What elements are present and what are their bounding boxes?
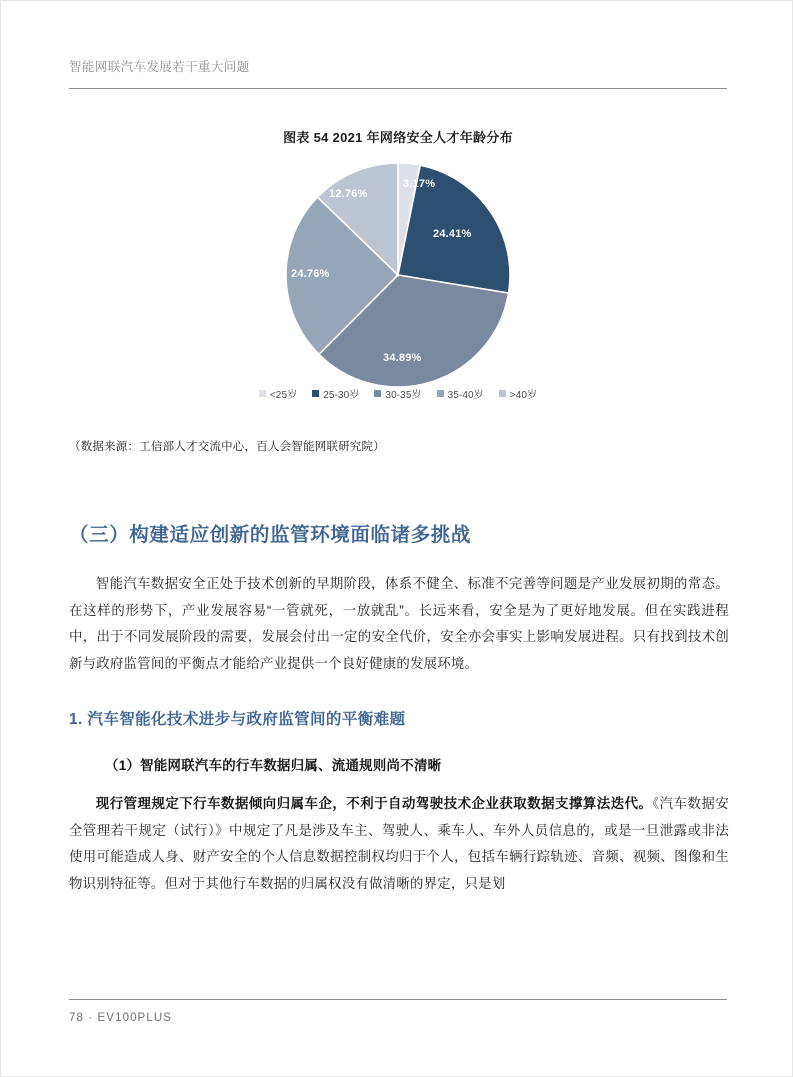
figure-block	[69, 127, 727, 454]
legend-item	[259, 386, 297, 401]
chart-legend	[69, 386, 727, 401]
legend-label: >40岁	[509, 389, 538, 401]
slice-label-3: 24.76%	[291, 267, 330, 280]
footer-text	[69, 1012, 727, 1024]
legend-item	[499, 386, 537, 401]
legend-label: 35-40岁	[447, 389, 484, 401]
subsection-heading-1: 1. 汽车智能化技术进步与政府监管间的平衡难题	[69, 711, 406, 729]
legend-item	[312, 386, 359, 401]
footer-separator: ·	[88, 1012, 94, 1024]
figure-source-note: （数据来源：工信部人才交流中心，百人会智能网联研究院）	[69, 440, 385, 453]
page-content	[69, 1, 729, 911]
pie-graphic	[285, 162, 511, 388]
slice-label-2: 34.89%	[383, 351, 422, 364]
paragraph-2-lead: 现行管理规定下行车数据倾向归属车企，不利于自动驾驶技术企业获取数据支撑算法迭代。	[95, 795, 653, 811]
section-paragraph-1: 智能汽车数据安全正处于技术创新的早期阶段，体系不健全、标准不完善等问题是产业发展初期的常态。在这样的形势下，产业发展容易“一管就死，一放就乱”。长远来看，安全是为了更好地发展。但在实践进程中，出于不同发展阶段的需要，发展会付出一定的安全代价，安全亦会事实上影响发展进程。只有找到技术创新与政府监管间的平衡点才能给产业提供一个良好健康的发展环境。	[69, 575, 729, 672]
header-divider	[69, 88, 727, 89]
slice-label-0: 3.17%	[403, 177, 436, 190]
legend-swatch-icon	[259, 390, 266, 397]
legend-label: 25-30岁	[323, 389, 360, 401]
figure-title: 图表 54 2021 年网络安全人才年龄分布	[283, 129, 513, 145]
legend-item	[374, 386, 421, 401]
page-footer	[69, 999, 727, 1024]
paragraph-2-body: 《汽车数据安全管理若干规定（试行）》中规定了凡是涉及车主、驾驶人、乘车人、车外人员信息的，或是一旦泄露或非法使用可能造成人身、财产安全的个人信息数据控制权均归于个人，包括车辆行踪轨迹、音频、视频、图像和生物识别特征等。但对于其他行车数据的归属权没有做清晰的界定，只是划	[69, 795, 729, 892]
footer-brand: EV100PLUS	[97, 1012, 173, 1024]
legend-label: 30-35岁	[385, 389, 422, 401]
slice-label-1: 24.41%	[433, 227, 472, 240]
pie-svg	[285, 162, 511, 388]
legend-swatch-icon	[437, 390, 444, 397]
slice-label-4: 12.76%	[329, 187, 368, 200]
subsection-heading-1-1: （1）智能网联汽车的行车数据归属、流通规则尚不清晰	[105, 758, 442, 774]
page-number: 78	[69, 1012, 84, 1024]
pie-chart	[69, 158, 727, 408]
footer-divider	[69, 999, 727, 1000]
section-heading: （三）构建适应创新的监管环境面临诸多挑战	[69, 523, 472, 546]
section-paragraph-2	[69, 791, 729, 898]
running-header: 智能网联汽车发展若干重大问题	[69, 60, 250, 74]
legend-swatch-icon	[374, 390, 381, 397]
legend-swatch-icon	[499, 390, 506, 397]
legend-swatch-icon	[312, 390, 319, 397]
legend-label: <25岁	[269, 389, 298, 401]
legend-item	[437, 386, 484, 401]
